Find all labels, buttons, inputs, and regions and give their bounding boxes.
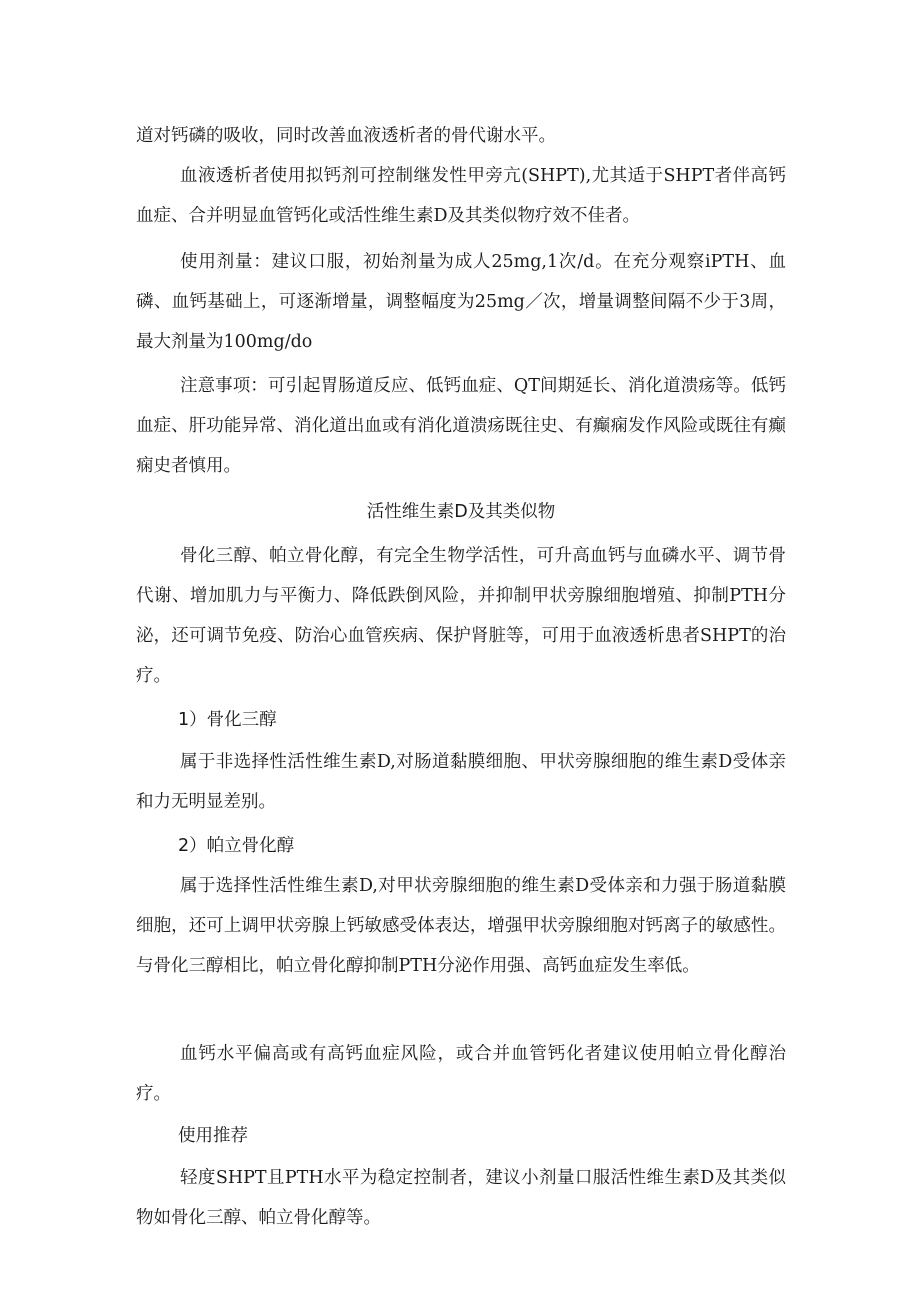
- paragraph-dosage: 使用剂量：建议口服，初始剂量为成人25mg,1次/d。在充分观察iPTH、血磷、血钙基础上，可逐渐增量，调整幅度为25mg／次，增量调整间隔不少于3周，最大剂量为100mg/do: [136, 252, 786, 352]
- paragraph-paricalcitol: 属于选择性活性维生素D,对甲状旁腺细胞的维生素D受体亲和力强于肠道黏膜细胞，还可上调甲状旁腺上钙敏感受体表达，增强甲状旁腺细胞对钙离子的敏感性。与骨化三醇相比，帕立骨化醇抑制PTH分泌作用强、高钙血症发生率低。: [136, 876, 786, 976]
- paragraph-calcitriol: 属于非选择性活性维生素D,对肠道黏膜细胞、甲状旁腺细胞的维生素D受体亲和力无明显差别。: [136, 752, 786, 812]
- subheading-usage-recommendation: 使用推荐: [178, 1126, 248, 1146]
- paragraph-calcimimetic-indication: 血液透析者使用拟钙剂可控制继发性甲旁亢(SHPT),尤其适于SHPT者伴高钙血症、合并明显血管钙化或活性维生素D及其类似物疗效不佳者。: [136, 166, 786, 226]
- paragraph-paricalcitol-recommendation: 血钙水平偏高或有高钙血症风险，或合并血管钙化者建议使用帕立骨化醇治疗。: [136, 1044, 786, 1104]
- paragraph-continuation: 道对钙磷的吸收，同时改善血液透析者的骨代谢水平。: [136, 126, 556, 146]
- subheading-paricalcitol: 2）帕立骨化醇: [178, 836, 295, 856]
- paragraph-vitamin-d-overview: 骨化三醇、帕立骨化醇，有完全生物学活性，可升高血钙与血磷水平、调节骨代谢、增加肌力与平衡力、降低跌倒风险，并抑制甲状旁腺细胞增殖、抑制PTH分泌，还可调节免疫、防治心血管疾病、保护肾脏等，可用于血液透析患者SHPT的治疗。: [136, 546, 786, 686]
- paragraph-usage-recommendation: 轻度SHPT且PTH水平为稳定控制者，建议小剂量口服活性维生素D及其类似物如骨化三醇、帕立骨化醇等。: [136, 1168, 786, 1228]
- section-title: 活性维生素D及其类似物: [366, 502, 556, 522]
- paragraph-precautions: 注意事项：可引起胃肠道反应、低钙血症、QT间期延长、消化道溃疡等。低钙血症、肝功能异常、消化道出血或有消化道溃疡既往史、有癫痫发作风险或既往有癫痫史者慎用。: [136, 376, 786, 476]
- subheading-calcitriol: 1）骨化三醇: [178, 710, 277, 730]
